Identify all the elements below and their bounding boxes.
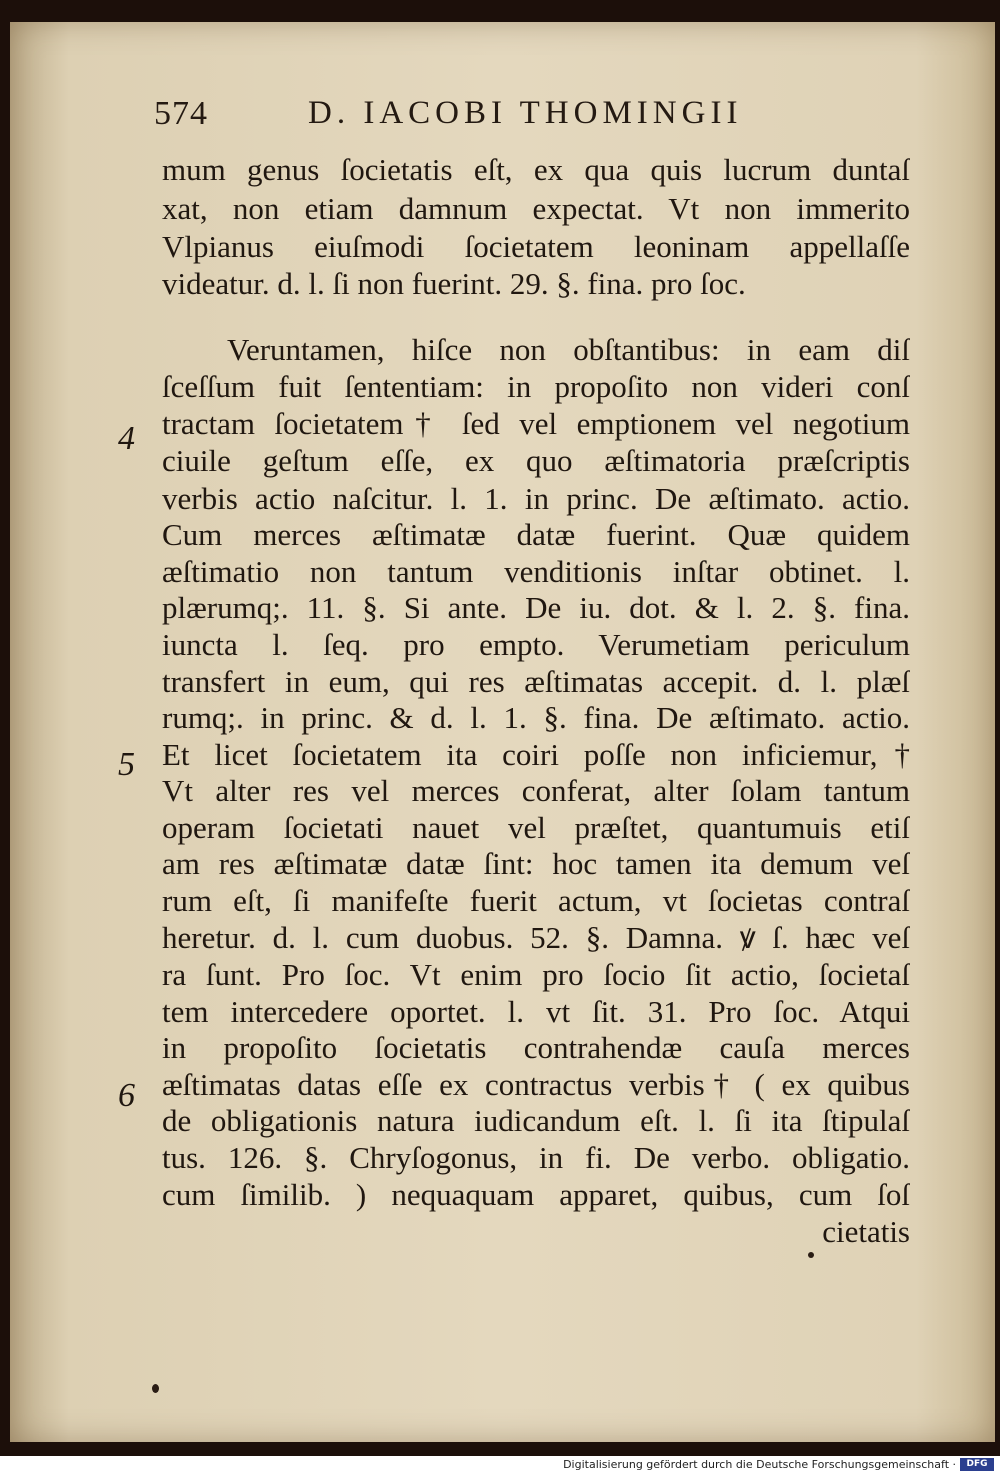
page-number: 574 [154, 95, 208, 132]
text-line: rumq;. in princ. & d. l. 1. §. fina. De æſtimato. actio. [162, 700, 910, 735]
text-line: tem intercedere oportet. l. vt ſit. 31. Pro ſoc. Atqui [162, 994, 910, 1029]
text-line: ciuile geſtum eſſe, ex quo æſtimatoria præſcriptis [162, 443, 910, 478]
ink-speck [808, 1252, 814, 1258]
text-line: heretur. d. l. cum duobus. 52. §. Damna. ꝟ ſ. hæc veſ [162, 920, 910, 955]
dfg-logo-icon: DFG [960, 1458, 994, 1471]
text-line: tus. 126. §. Chryſogonus, in fi. De verbo. obligatio. [162, 1140, 910, 1175]
running-title: D. IACOBI THOMINGII [308, 95, 743, 131]
text-line: ſceſſum fuit ſententiam: in propoſito non videri conſ [162, 369, 910, 404]
text-line: æſtimatio non tantum venditionis inſtar obtinet. l. [162, 554, 910, 589]
running-head [140, 95, 840, 145]
ink-speck [152, 1384, 159, 1393]
marginal-number: 5 [118, 746, 135, 783]
text-line: transfert in eum, qui res æſtimatas accepit. d. l. plæſ [162, 664, 910, 699]
catchword: cietatis [822, 1214, 910, 1249]
text-line: Veruntamen, hiſce non obſtantibus: in eam diſ [227, 332, 910, 367]
text-line: cum ſimilib. ) nequaquam apparet, quibus, cum ſoſ [162, 1177, 910, 1212]
text-line: plærumq;. 11. §. Si ante. De iu. dot. & l. 2. §. fina. [162, 590, 910, 625]
text-line: iuncta l. ſeq. pro empto. Verumetiam periculum [162, 627, 910, 662]
marginal-number: 6 [118, 1077, 135, 1114]
text-line: tractam ſocietatem† ſed vel emptionem vel negotium [162, 406, 910, 441]
text-line: Vlpianus eiuſmodi ſocietatem leoninam appellaſſe [162, 229, 910, 264]
text-line: xat, non etiam damnum expectat. Vt non immerito [162, 191, 910, 226]
text-line: de obligationis natura iudicandum eſt. l. ſi ita ſtipulaſ [162, 1103, 910, 1138]
text-line: æſtimatas datas eſſe ex contractus verbis† ( ex quibus [162, 1067, 910, 1102]
text-line: mum genus ſocietatis eſt, ex qua quis lucrum duntaſ [162, 152, 910, 187]
text-line: ra ſunt. Pro ſoc. Vt enim pro ſocio ſit actio, ſocietaſ [162, 957, 910, 992]
text-line: rum eſt, ſi manifeſte fuerit actum, vt ſocietas contraſ [162, 883, 910, 918]
text-line: Et licet ſocietatem ita coiri poſſe non inficiemur,† [162, 737, 910, 772]
text-line: operam ſocietati nauet vel præſtet, quantumuis etiſ [162, 810, 910, 845]
text-line: am res æſtimatæ datæ ſint: hoc tamen ita demum veſ [162, 846, 910, 881]
text-line: videatur. d. l. ſi non fuerint. 29. §. fina. pro ſoc. [162, 266, 746, 301]
text-line: Cum merces æſtimatæ datæ fuerint. Quæ quidem [162, 517, 910, 552]
text-line: verbis actio naſcitur. l. 1. in princ. De æſtimato. actio. [162, 481, 910, 516]
marginal-number: 4 [118, 420, 135, 457]
footer-bar [0, 1456, 1000, 1475]
text-line: in propoſito ſocietatis contrahendæ cauſa merces [162, 1030, 910, 1065]
text-line: Vt alter res vel merces conferat, alter ſolam tantum [162, 773, 910, 808]
funding-credit: Digitalisierung gefördert durch die Deutsche Forschungsgemeinschaft · [563, 1458, 956, 1471]
